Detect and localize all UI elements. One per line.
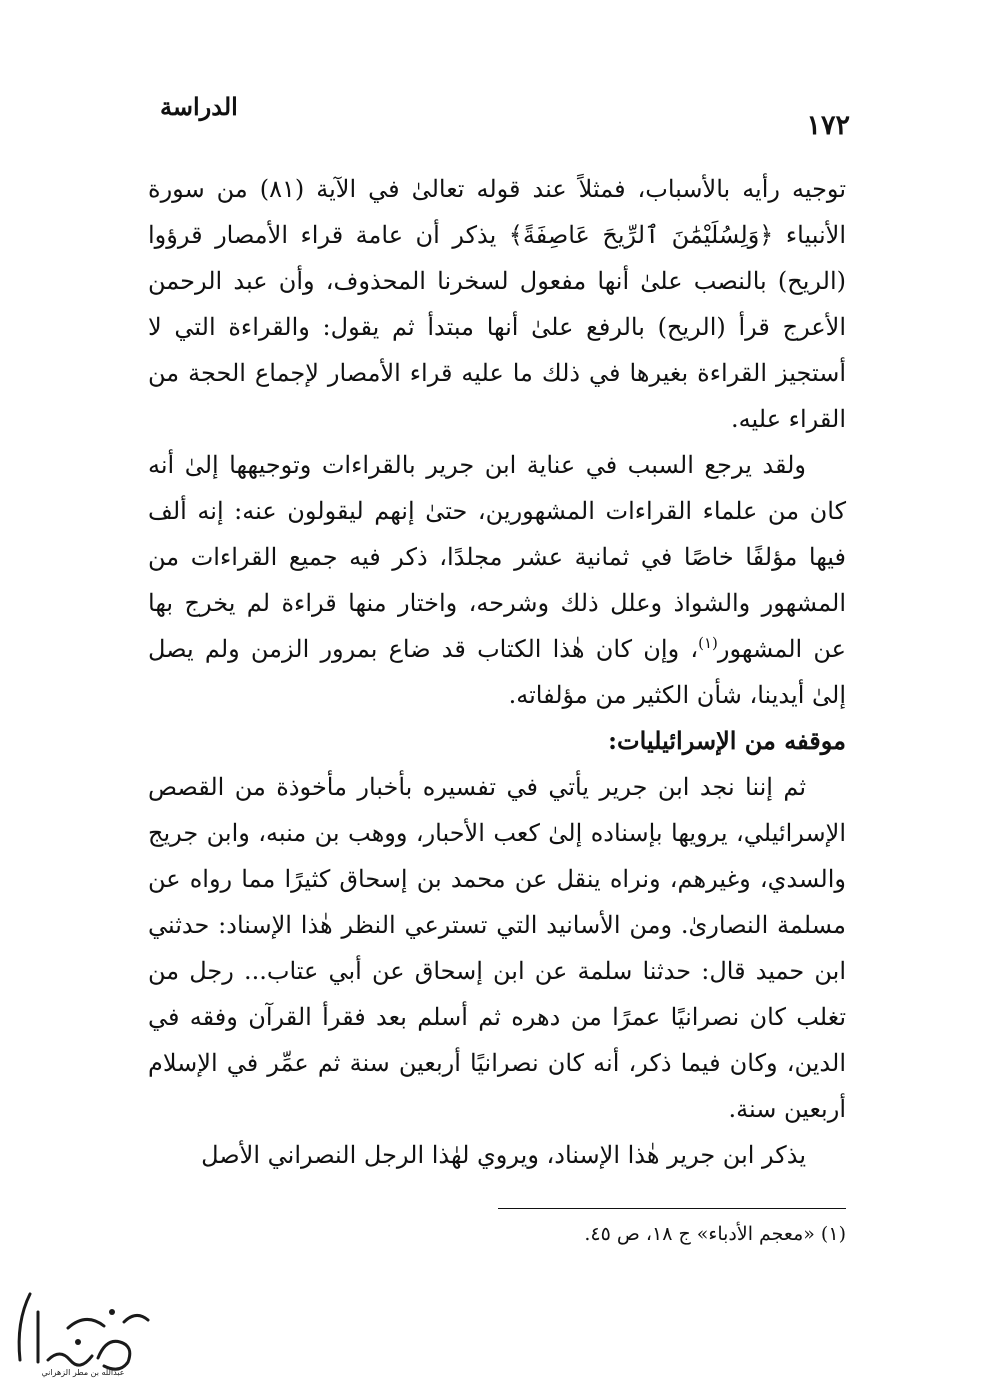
running-header [150,92,850,142]
section-title: الدراسة [160,92,238,121]
paragraph-2-text-a: ولقد يرجع السبب في عناية ابن جرير بالقراءات وتوجيهها إلىٰ أنه كان من علماء القراءات المشهورين، حتىٰ إنهم ليقولون عنه: إنه ألف فيها مؤلفًا خاصًا في ثمانية عشر مجلدًا، ذكر فيه جميع القراءات من المشهور والشواذ وعلل ذلك وشرحه، واختار منها قراءة لم يخرج بها عن المشهور [148,451,846,663]
footnote-marker: (١) [698,634,718,652]
page-number: ١٧٢ [806,110,850,141]
main-text [148,166,846,1178]
paragraph-3: ثم إننا نجد ابن جرير يأتي في تفسيره بأخبار مأخوذة من القصص الإسرائيلي، يرويها بإسناده إلىٰ كعب الأحبار، ووهب بن منبه، وابن جريج والسدي، وغيرهم، ونراه ينقل عن محمد بن إسحاق كثيرًا مما رواه عن مسلمة النصارىٰ. ومن الأسانيد التي تسترعي النظر هٰذا الإسناد: حدثني ابن حميد قال: حدثنا سلمة عن ابن إسحاق عن أبي عتاب... رجل من تغلب كان نصرانيًا عمرًا من دهره ثم أسلم بعد فقرأ القرآن وفقه في الدين، وكان فيما ذكر، أنه كان نصرانيًا أربعين سنة ثم عمِّر في الإسلام أربعين سنة. [148,773,846,1123]
paragraph-2-text-b: ، وإن كان هٰذا الكتاب قد ضاع بمرور الزمن ولم يصل إلىٰ أيدينا، شأن الكثير من مؤلفاته. [148,635,846,709]
footnote-text: (١) «معجم الأدباء» ج ١٨، ص ٤٥. [584,1223,846,1245]
paragraph-4: يذكر ابن جرير هٰذا الإسناد، ويروي لهٰذا الرجل النصراني الأصل [201,1141,806,1169]
svg-text:عبدالله بن مطر الزهراني: عبدالله بن مطر الزهراني [41,1368,125,1377]
footnote-divider [498,1208,846,1209]
paragraph-1: توجيه رأيه بالأسباب، فمثلاً عند قوله تعالىٰ في الآية (٨١) من سورة الأنبياء ﴿وَلِسُلَيْمَٰنَ ٱلرِّيحَ عَاصِفَةً﴾ يذكر أن عامة قراء الأمصار قرؤوا (الريح) بالنصب علىٰ أنها مفعول لسخرنا المحذوف، وأن عبد الرحمن الأعرج قرأ (الريح) بالرفع علىٰ أنها مبتدأ ثم يقول: والقراءة التي لا أستجيز القراءة بغيرها في ذلك ما عليه قراء الأمصار لإجماع الحجة من القراء عليه. [148,175,847,433]
footnote [150,1218,846,1250]
paragraph-2 [148,442,846,718]
library-stamp-logo [8,1282,158,1378]
subheading: موقفه من الإسرائيليات: [608,726,846,755]
